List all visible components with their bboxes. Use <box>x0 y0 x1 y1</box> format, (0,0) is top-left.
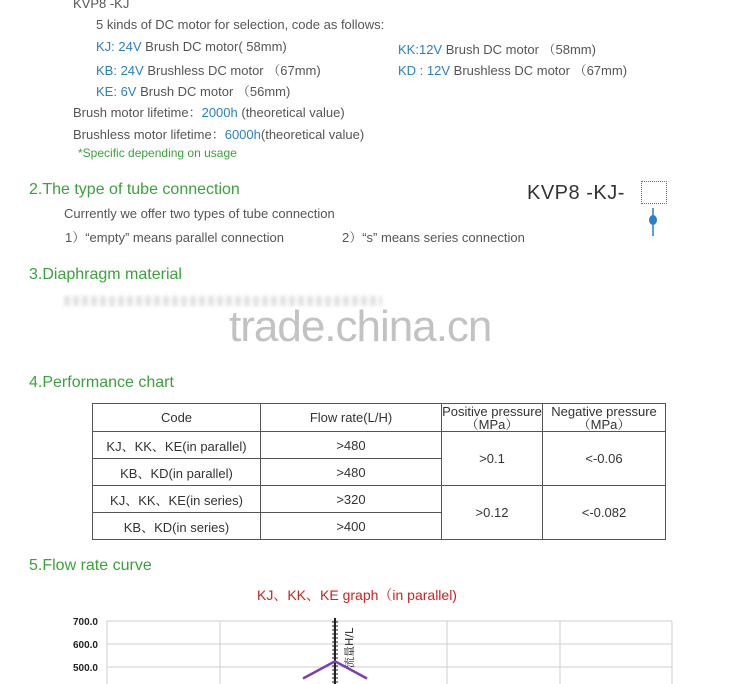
brushless-lifetime-note: (theoretical value) <box>260 127 365 142</box>
motor-kk <box>398 39 596 58</box>
motor-voltage: 6V <box>116 84 137 99</box>
negative-pressure-label: Negative pressure <box>551 403 657 419</box>
motor-intro: 5 kinds of DC motor for selection, code as follows: <box>96 17 385 32</box>
brushless-lifetime <box>73 124 364 143</box>
header-negative-pressure <box>543 404 666 432</box>
motor-ke <box>96 81 290 100</box>
header-code: Code <box>93 404 261 432</box>
flow-rate-chart <box>60 610 690 684</box>
row-code: KB、KD(in parallel) <box>93 459 261 486</box>
negative-pressure-unit: （MPa） <box>577 416 631 432</box>
brush-lifetime-value: 2000h <box>201 105 238 120</box>
section-3-heading: 3.Diaphragm material <box>29 266 182 283</box>
tube-option-series: 2）“s” means series connection <box>342 230 525 245</box>
performance-table <box>92 403 666 540</box>
section-4-heading: 4.Performance chart <box>29 374 174 391</box>
series-negative-pressure: <-0.082 <box>543 486 666 540</box>
header-flow: Flow rate(L/H) <box>261 404 442 432</box>
pointer-arrow-icon <box>646 206 660 238</box>
table-header-row <box>93 404 666 432</box>
motor-desc: Brushless DC motor （67mm) <box>450 63 628 78</box>
table-row <box>93 486 666 513</box>
row-flow: >400 <box>261 513 442 540</box>
motor-kd <box>398 60 627 79</box>
motor-voltage: 12V <box>418 42 443 57</box>
row-flow: >320 <box>261 486 442 513</box>
chart-title: KJ、KK、KE graph（in parallel) <box>257 587 457 603</box>
code-slot-box <box>641 181 667 204</box>
tube-connection-intro: Currently we offer two types of tube connection <box>64 206 335 221</box>
y-tick-label: 500.0 <box>72 663 98 674</box>
positive-pressure-unit: （MPa） <box>465 416 519 432</box>
tube-option-parallel: 1）“empty” means parallel connection <box>65 230 284 245</box>
table-row <box>93 432 666 459</box>
series-positive-pressure: >0.12 <box>442 486 543 540</box>
header-positive-pressure <box>442 404 543 432</box>
brush-lifetime-note: (theoretical value) <box>237 105 345 120</box>
brush-lifetime <box>73 102 345 121</box>
motor-kb <box>96 60 321 79</box>
y-axis-label: 流量H/L <box>343 627 356 668</box>
model-code-display: KVP8 -KJ- <box>527 182 625 204</box>
watermark: trade.china.cn <box>229 302 492 351</box>
brush-lifetime-label: Brush motor lifetime： <box>73 105 202 120</box>
motor-code: KB: <box>96 63 117 78</box>
motor-code: KE: <box>96 84 117 99</box>
motor-voltage: 24V <box>116 63 144 78</box>
section-5-heading: 5.Flow rate curve <box>29 557 152 574</box>
motor-kj <box>96 39 287 54</box>
motor-voltage: 24V <box>114 39 142 54</box>
parallel-negative-pressure: <-0.06 <box>543 432 666 486</box>
y-tick-label: 700.0 <box>72 617 98 628</box>
row-flow: >480 <box>261 459 442 486</box>
model-line: KVP8 -KJ <box>73 0 130 11</box>
motor-desc: Brush DC motor （56mm) <box>136 84 291 99</box>
motor-code: KJ: <box>96 39 115 54</box>
row-code: KJ、KK、KE(in series) <box>93 486 261 513</box>
motor-desc: Brush DC motor( 58mm) <box>141 39 287 54</box>
section-2-heading: 2.The type of tube connection <box>29 181 240 198</box>
motor-code: KD : <box>398 63 424 78</box>
motor-desc: Brush DC motor （58mm) <box>442 42 596 57</box>
motor-desc: Brushless DC motor （67mm) <box>143 63 321 78</box>
brushless-lifetime-label: Brushless motor lifetime： <box>73 127 225 142</box>
row-code: KJ、KK、KE(in parallel) <box>93 432 261 459</box>
motor-code: KK: <box>398 42 419 57</box>
motor-voltage: 12V <box>423 63 451 78</box>
parallel-positive-pressure: >0.1 <box>442 432 543 486</box>
usage-note: *Specific depending on usage <box>78 146 237 160</box>
positive-pressure-label: Positive pressure <box>442 403 542 419</box>
y-tick-label: 600.0 <box>72 640 98 651</box>
row-code: KB、KD(in series) <box>93 513 261 540</box>
brushless-lifetime-value: 6000h <box>224 127 261 142</box>
row-flow: >480 <box>261 432 442 459</box>
